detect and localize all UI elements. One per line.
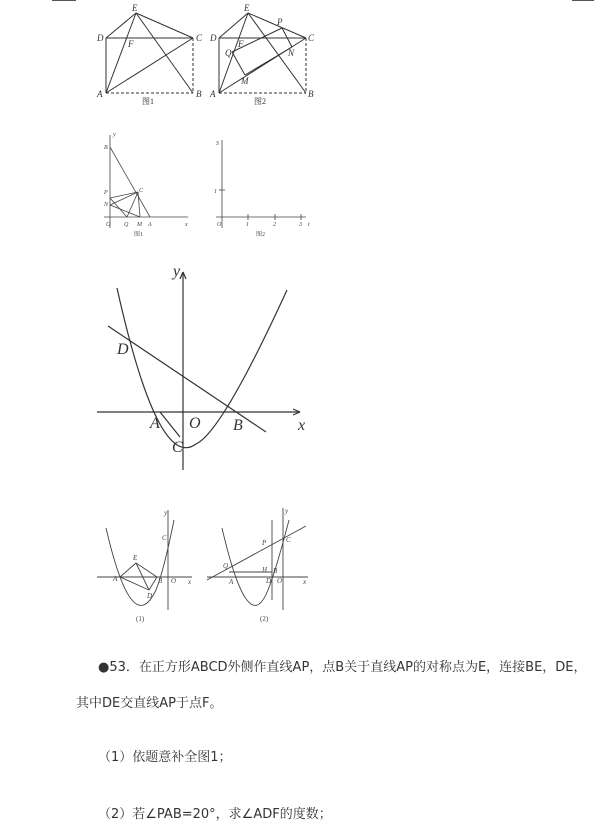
label-A-fig2: A (210, 89, 216, 99)
label-F-fig1: F (128, 39, 134, 49)
label-C-coord1: C (139, 188, 144, 194)
coord-figure-2 (216, 140, 306, 228)
label-y-pair1: y (164, 509, 168, 517)
label-D-fig2: D (210, 33, 217, 43)
label-A-pair1: A (113, 575, 118, 583)
caption-pair-fig2: (2) (260, 615, 269, 623)
label-Q-pair2: Q (223, 562, 229, 570)
label-C-fig2: C (308, 33, 315, 43)
label-B-parabola: B (233, 417, 243, 434)
label-O-pair1: O (171, 577, 177, 585)
label-O-coord2: O (217, 222, 222, 228)
problem-part-1: （1）依题意补全图1； (98, 750, 232, 765)
label-x-coord1: x (185, 222, 188, 228)
problem-part-2: （2）若∠PAB=20°，求∠ADF的度数； (98, 807, 332, 822)
tick-2-coord2: 2 (273, 222, 276, 228)
label-P-pair2: P (262, 539, 267, 547)
label-y-coord1: y (113, 132, 116, 138)
label-Q-coord1: Q (124, 222, 129, 228)
caption-square-fig1: 图1 (142, 97, 154, 106)
label-F-fig2: F (238, 39, 244, 49)
label-B-fig2: B (308, 89, 314, 99)
label-y-pair2: y (285, 507, 289, 515)
label-M-coord1: M (137, 222, 142, 228)
label-E-fig2: E (244, 3, 250, 13)
label-A-parabola: A (150, 415, 160, 432)
coord-figure-1 (104, 135, 188, 228)
label-x-pair2: x (303, 578, 307, 586)
label-x-pair1: x (188, 578, 192, 586)
caption-square-fig2: 图2 (254, 97, 266, 106)
label-1-coord2: 1 (214, 189, 217, 195)
tick-1-coord2: 1 (246, 222, 249, 228)
label-y-parabola: y (173, 263, 181, 280)
label-O-pair2: O (277, 577, 283, 585)
label-B-pair2: B (273, 567, 278, 575)
label-C-pair1: C (162, 534, 167, 542)
label-A-fig1: A (97, 89, 103, 99)
caption-coord-fig1: 图1 (134, 232, 144, 238)
label-A-pair2: A (229, 578, 234, 586)
label-D-pair1: D (147, 592, 153, 600)
problem-line-1: ●53．在正方形ABCD外侧作直线AP，点B关于直线AP的对称点为E，连接BE，DE， (98, 660, 587, 675)
label-x-parabola: x (298, 417, 306, 434)
tick-3-coord2: 3 (299, 222, 302, 228)
label-O-coord1: O (106, 222, 111, 228)
label-A-coord1: A (148, 222, 152, 228)
label-C-parabola: C (172, 439, 183, 456)
parabola-figure (97, 272, 300, 470)
label-D-parabola: D (117, 341, 129, 358)
label-S-coord2: S (216, 141, 219, 147)
label-C-fig1: C (196, 33, 203, 43)
label-P-fig2: P (277, 17, 283, 27)
label-P-coord1: P (104, 190, 108, 196)
caption-pair-fig1: (1) (136, 615, 145, 623)
label-N-fig2: N (288, 48, 295, 58)
label-D-fig1: D (97, 33, 104, 43)
label-D-pair2: D (266, 577, 272, 585)
label-N-coord1: N (104, 202, 109, 208)
square-figure-1 (106, 13, 193, 93)
label-B-pair1: B (158, 577, 163, 585)
label-B-coord1: B (104, 145, 108, 151)
label-H-pair2: H (262, 566, 268, 574)
label-E-fig1: E (132, 3, 138, 13)
label-C-pair2: C (286, 536, 291, 544)
problem-line-2: 其中DE交直线AP于点F。 (76, 696, 223, 711)
label-O-parabola: O (189, 415, 201, 432)
pair-figure-1 (97, 510, 192, 610)
label-t-coord2: t (308, 222, 310, 228)
label-Q-fig2: Q (225, 48, 232, 58)
label-M-fig2: M (241, 76, 249, 86)
label-B-fig1: B (196, 89, 202, 99)
label-E-pair1: E (133, 554, 138, 562)
pair-figure-2 (207, 508, 308, 610)
caption-coord-fig2: 图2 (256, 232, 266, 238)
